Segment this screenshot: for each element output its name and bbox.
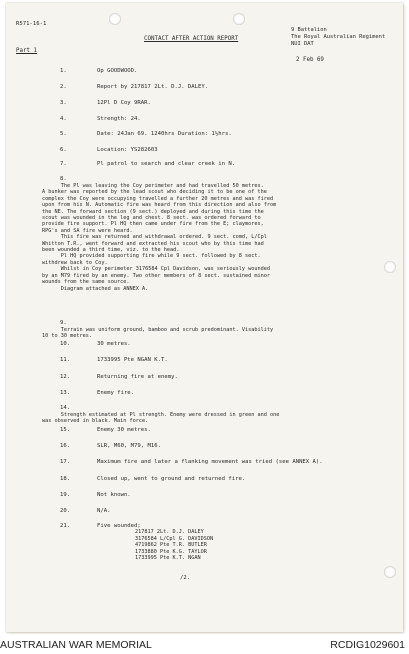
item-number: 4. — [60, 116, 67, 122]
item-text: Pl patrol to search and clear creek in N. — [97, 161, 236, 167]
wounded-entry: 1733880 Pte K.G. TAYLOR — [135, 548, 207, 555]
item-text: Strength estimated at Pl strength. Enemy were dressed in green and one was observed in black. Main force. — [42, 412, 280, 425]
report-title: CONTACT AFTER ACTION REPORT — [144, 36, 239, 42]
item-number: 20. — [60, 508, 71, 514]
item-number: 10. — [60, 341, 71, 347]
item-number: 9. — [60, 320, 67, 326]
item-text: Enemy fire. — [97, 390, 135, 396]
item-number: 7. — [60, 161, 67, 167]
item-number: 21. — [60, 523, 71, 529]
wounded-list — [135, 529, 213, 562]
page-continuation-marker: /2. — [180, 575, 191, 581]
item-number: 6. — [60, 147, 67, 153]
reference-code: R571-16-1 — [16, 21, 47, 27]
unit-line-2: The Royal Australian Regiment — [291, 34, 386, 40]
item-text: Terrain was uniform ground, bamboo and scrub predominant. Visability 10 to 30 metres. — [42, 327, 274, 340]
punch-hole — [233, 13, 245, 25]
archive-reference: RCDIG1029601 — [330, 639, 405, 651]
item-text: Five wounded; — [97, 523, 141, 529]
item-number: 17. — [60, 459, 71, 465]
item-text: Closed up, went to ground and returned fire. — [97, 476, 246, 482]
document-page — [6, 3, 403, 632]
punch-hole — [384, 566, 396, 578]
item-number: 8. — [60, 176, 67, 182]
item-text: N/A. — [97, 508, 111, 514]
item-number: 11. — [60, 357, 71, 363]
unit-line-3: NUI DAT — [291, 41, 314, 47]
item-number: 16. — [60, 443, 71, 449]
item-number: 14. — [60, 405, 71, 411]
archive-name: AUSTRALIAN WAR MEMORIAL — [0, 639, 152, 651]
wounded-entry: 217817 2Lt. D.J. DALEY — [135, 529, 204, 535]
punch-hole — [384, 261, 396, 273]
item-number: 3. — [60, 100, 67, 106]
item-text: Returning fire at enemy. — [97, 374, 178, 380]
item-text: Enemy 30 metres. — [97, 427, 151, 433]
item-number: 2. — [60, 84, 67, 90]
wounded-entry: 1733995 Pte K.T. NGAN — [135, 555, 201, 562]
report-date: 2 Feb 69 — [296, 57, 324, 63]
wounded-entry: 3176584 L/Cpl G. DAVIDSON — [135, 535, 214, 542]
archive-footer — [0, 634, 409, 654]
item-text: Not known. — [97, 492, 131, 498]
punch-hole — [109, 13, 121, 25]
item-text: 1733995 Pte NGAN K.T. — [97, 357, 168, 363]
item-text: SLR, M60, M79, M16. — [97, 443, 161, 449]
item-number: 12. — [60, 374, 71, 380]
item-text: Report by 217817 2Lt. D.J. DALEY. — [97, 84, 209, 90]
item-text: Location: YS282603 — [97, 147, 158, 153]
item-text: Date: 24Jan 69. 1240hrs Duration: 1½hrs. — [97, 131, 232, 137]
item-text: The Pl was leaving the Coy perimeter and had travelled 50 metres. A bunker was reported by the lead scout who deciding it to be one of the complex the Coy were occupying travelled a further 20 metres and was fired upon from his N. Automatic fire was heard from this direction and also from the NE. The forward section (9 sect.) deployed and during this time the scout was wounded in the leg and chest. 8 sect. was ordered forward to provide fire support. Pl HQ then came under fire from the E; claymores, RPG's and SA fire were heard. This fire was returned and withdrawal ordered. 9 sect. comd, L/Cpl Whitton T.R., went forward and extracted his scout who by this time had been wounded a third time, viz. to the head. Pl HQ provided supporting fire while 9 sect. followed by 8 sect. withdrew back to Coy. Whilst in Coy perimeter 3176584 Cpl Davidson, was seriously wounded by an M79 fired by an enemy. Two other members of 8 sect. sustained minor wounds from the same source. Diagram attached as ANNEX A. — [42, 183, 277, 292]
item-number: 13. — [60, 390, 71, 396]
item-text: 12Pl D Coy 9RAR. — [97, 100, 151, 106]
unit-line-1: 9 Battalion — [291, 27, 327, 33]
item-number: 5. — [60, 131, 67, 137]
item-text: Strength: 24. — [97, 116, 141, 122]
part-heading: Part 1 — [16, 48, 37, 54]
item-text: 30 metres. — [97, 341, 131, 347]
wounded-entry: 4719862 Pte T.R. BUTLER — [135, 542, 207, 549]
item-number: 15. — [60, 427, 71, 433]
item-number: 18. — [60, 476, 71, 482]
item-text: Op GOODWOOD. — [97, 68, 138, 74]
item-number: 1. — [60, 68, 67, 74]
item-number: 19. — [60, 492, 71, 498]
item-text: Maximum fire and later a flanking movement was tried (see ANNEX A). — [97, 459, 323, 465]
